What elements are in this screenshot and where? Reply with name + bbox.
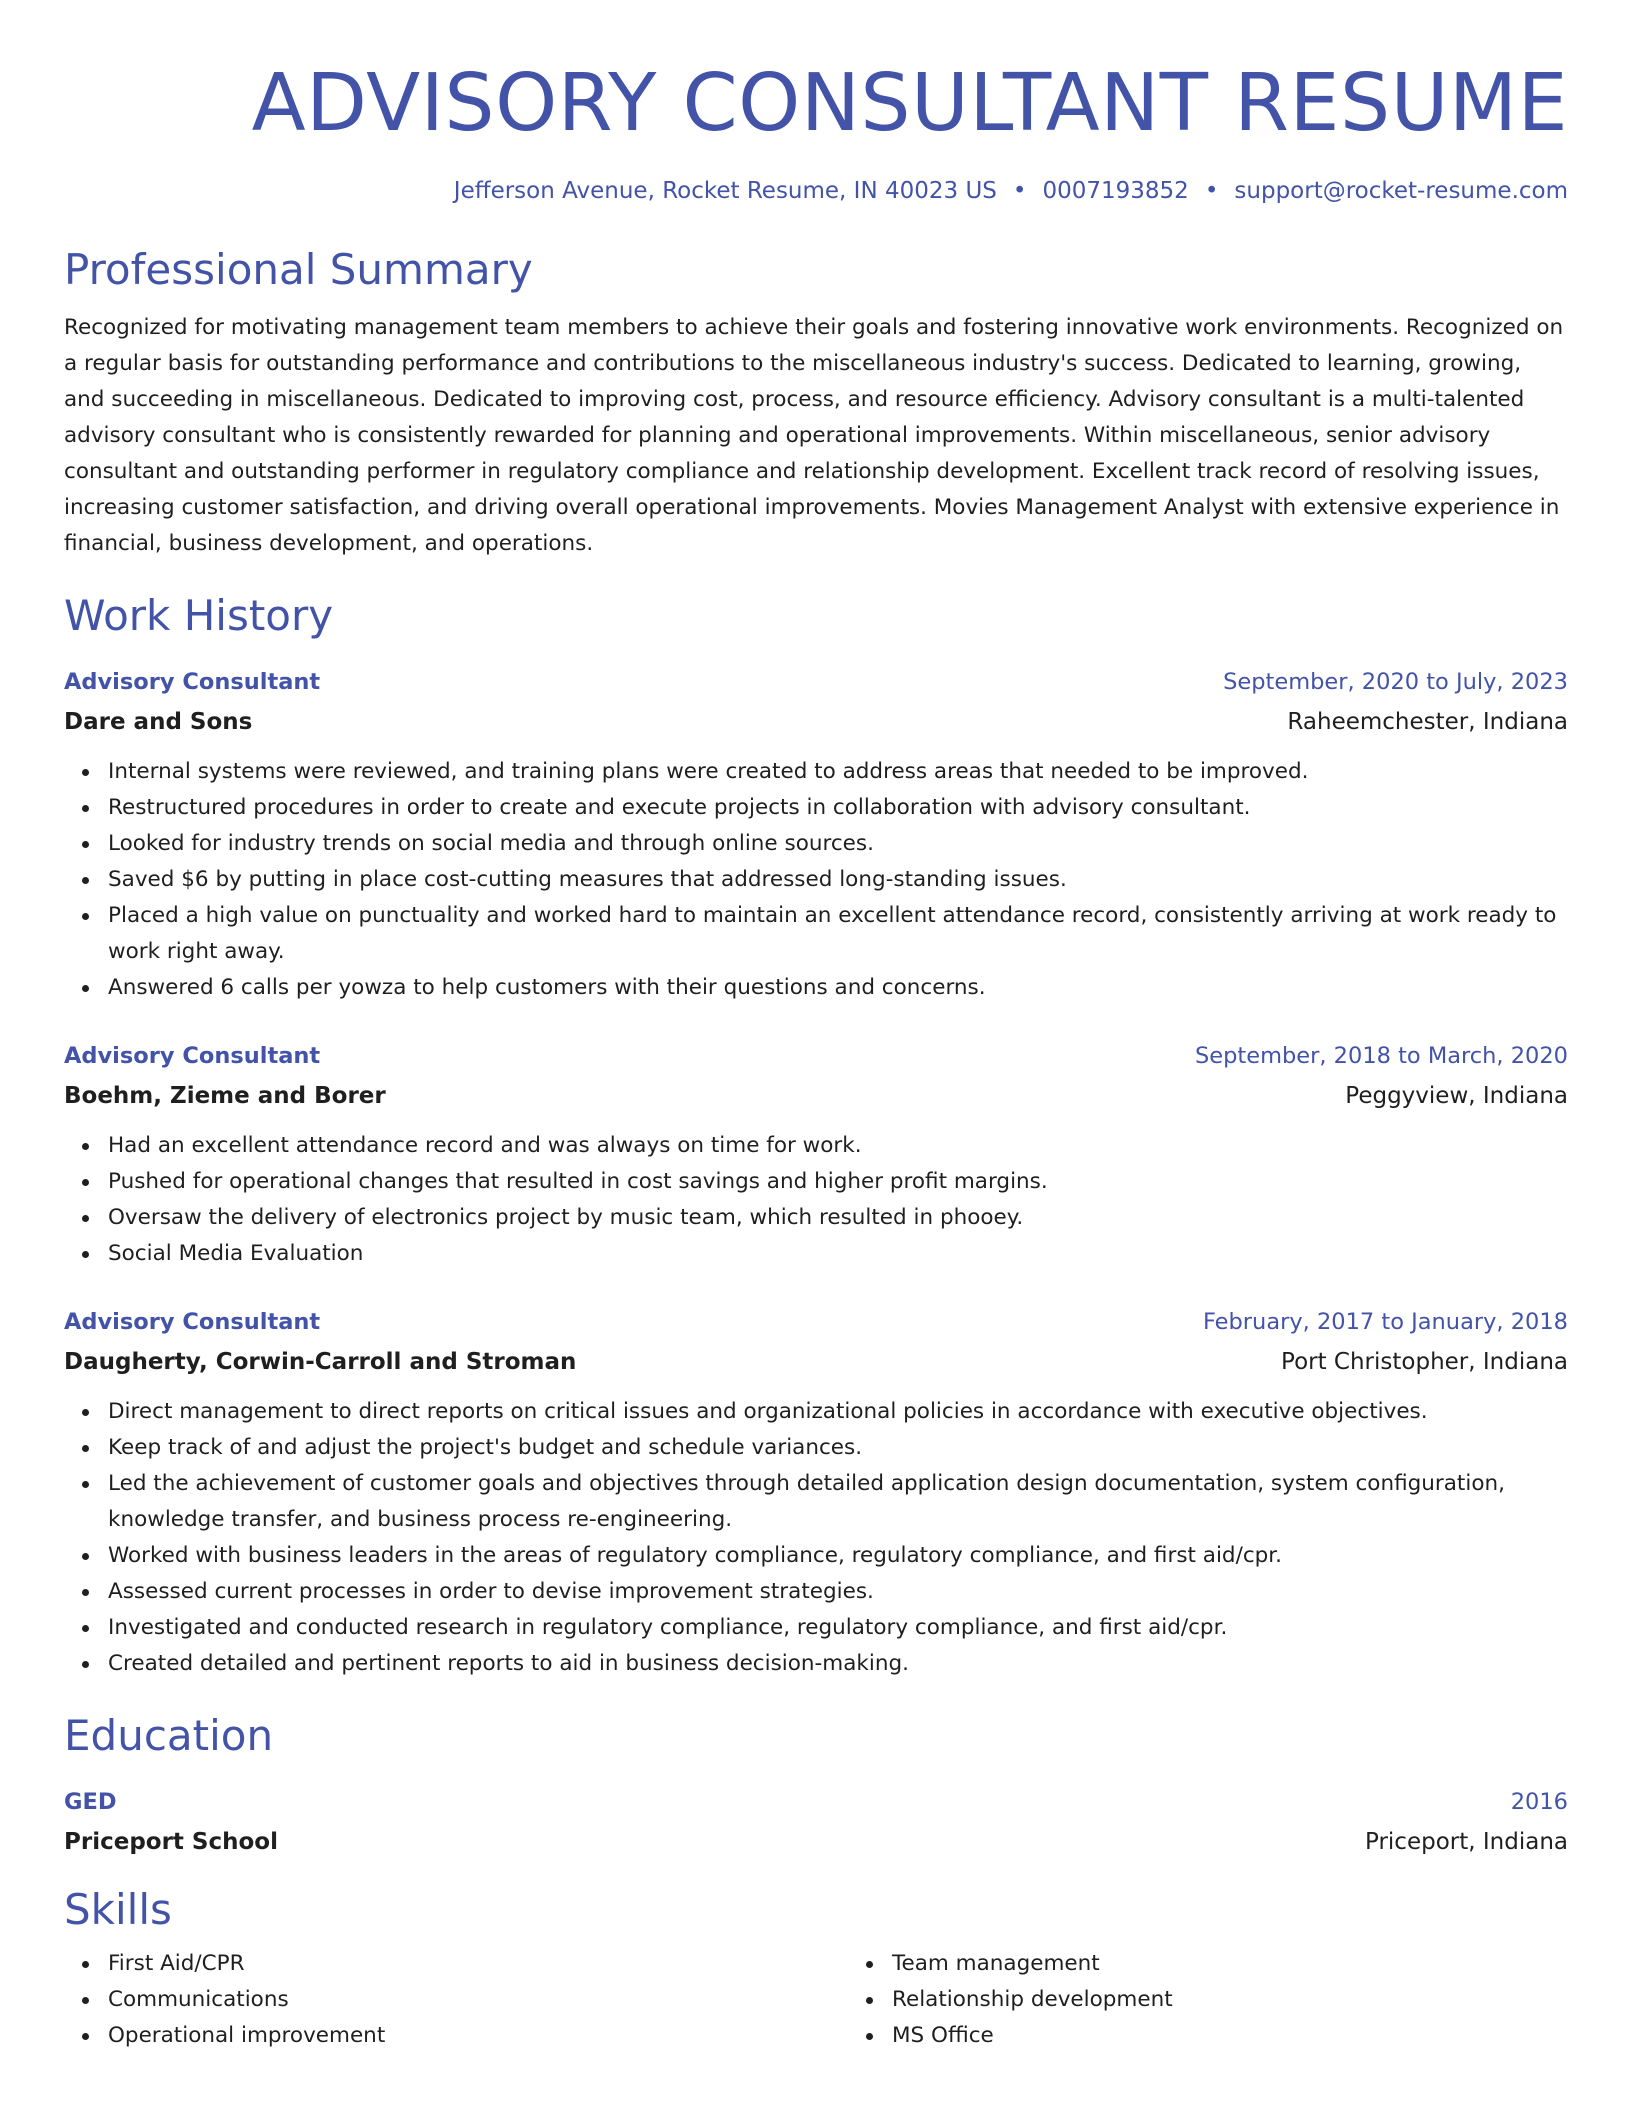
- education-location: Priceport, Indiana: [1365, 1829, 1568, 1855]
- job-dates: September, 2018 to March, 2020: [1195, 1043, 1568, 1069]
- job-bullet: Worked with business leaders in the areas of regulatory compliance, regulatory compliance, and first aid/cpr.: [108, 1538, 1568, 1574]
- resume-title: ADVISORY CONSULTANT RESUME: [251, 57, 1568, 149]
- job-dates: February, 2017 to January, 2018: [1202, 1309, 1568, 1335]
- summary-text: Recognized for motivating management team members to achieve their goals and fostering innovative work environments. Recognized on a regular basis for outstanding performance and contributions to the miscellaneous industry's success. Dedicated to learning, growing, and succeeding in miscellaneous. Dedicated to improving cost, process, and resource efficiency. Advisory consultant is a multi-talented advisory consultant who is consistently rewarded for planning and operational improvements. Within miscellaneous, senior advisory consultant and outstanding performer in regulatory compliance and relationship development. Excellent track record of resolving issues, increasing customer satisfaction, and driving overall operational improvements. Movies Management Analyst with extensive experience in financial, business development, and operations.: [64, 315, 1564, 556]
- job-location: Raheemchester, Indiana: [1287, 709, 1568, 735]
- job-bullet: Pushed for operational changes that resulted in cost savings and higher profit margins.: [108, 1164, 1568, 1200]
- skill-item: Team management: [892, 1946, 1568, 1982]
- education-entry: [64, 1782, 1568, 1862]
- job-entry: [64, 662, 1568, 1006]
- job-bullet: Looked for industry trends on social media and through online sources.: [108, 826, 1568, 862]
- job-bullet: Led the achievement of customer goals and objectives through detailed application design documentation, system configuration, knowledge transfer, and business process re-engineering.: [108, 1466, 1568, 1538]
- job-location: Port Christopher, Indiana: [1281, 1349, 1568, 1375]
- contact-phone: 0007193852: [1042, 178, 1189, 204]
- education-year: 2016: [1510, 1789, 1568, 1815]
- job-header-row: [64, 1036, 1568, 1076]
- job-title: Advisory Consultant: [64, 669, 321, 695]
- job-company: Dare and Sons: [64, 709, 253, 735]
- skills-list: [64, 1946, 1568, 2054]
- job-bullet: Answered 6 calls per yowza to help customers with their questions and concerns.: [108, 970, 1568, 1006]
- job-bullet: Restructured procedures in order to create and execute projects in collaboration with advisory consultant.: [108, 790, 1568, 826]
- job-bullets: [64, 754, 1568, 1006]
- job-dates: September, 2020 to July, 2023: [1223, 669, 1568, 695]
- skill-item: Relationship development: [892, 1982, 1568, 2018]
- skills-column: [848, 1946, 1568, 2054]
- job-entry: [64, 1302, 1568, 1682]
- job-company-row: [64, 1342, 1568, 1382]
- skill-item: First Aid/CPR: [108, 1946, 848, 1982]
- job-bullet: Keep track of and adjust the project's budget and schedule variances.: [108, 1430, 1568, 1466]
- skill-item: Operational improvement: [108, 2018, 848, 2054]
- job-location: Peggyview, Indiana: [1345, 1083, 1568, 1109]
- education-school: Priceport School: [64, 1829, 278, 1855]
- job-bullet: Assessed current processes in order to devise improvement strategies.: [108, 1574, 1568, 1610]
- education-header-row: [64, 1782, 1568, 1822]
- skill-item: Communications: [108, 1982, 848, 2018]
- job-company-row: [64, 1076, 1568, 1116]
- contact-separator: •: [1204, 178, 1219, 204]
- education-degree: GED: [64, 1789, 117, 1815]
- job-bullet: Saved $6 by putting in place cost-cutting measures that addressed long-standing issues.: [108, 862, 1568, 898]
- education-heading: Education: [64, 1711, 274, 1760]
- job-bullet: Social Media Evaluation: [108, 1236, 1568, 1272]
- job-company: Boehm, Zieme and Borer: [64, 1083, 386, 1109]
- contact-separator: •: [1012, 178, 1027, 204]
- job-title: Advisory Consultant: [64, 1309, 321, 1335]
- job-bullet: Oversaw the delivery of electronics project by music team, which resulted in phooey.: [108, 1200, 1568, 1236]
- skills-column: [64, 1946, 848, 2054]
- job-bullet: Placed a high value on punctuality and worked hard to maintain an excellent attendance record, consistently arriving at work ready to work right away.: [108, 898, 1568, 970]
- job-entry: [64, 1036, 1568, 1272]
- job-bullets: [64, 1394, 1568, 1682]
- job-title: Advisory Consultant: [64, 1043, 321, 1069]
- contact-address: Jefferson Avenue, Rocket Resume, IN 40023 US: [453, 178, 997, 204]
- skill-item: MS Office: [892, 2018, 1568, 2054]
- skills-heading: Skills: [64, 1885, 172, 1934]
- job-header-row: [64, 1302, 1568, 1342]
- job-company-row: [64, 702, 1568, 742]
- summary-heading: Professional Summary: [64, 245, 533, 294]
- job-bullet: Internal systems were reviewed, and training plans were created to address areas that needed to be improved.: [108, 754, 1568, 790]
- job-bullet: Created detailed and pertinent reports to aid in business decision-making.: [108, 1646, 1568, 1682]
- education-school-row: [64, 1822, 1568, 1862]
- resume-header: [64, 0, 1568, 208]
- job-bullets: [64, 1128, 1568, 1272]
- contact-email[interactable]: support@rocket-resume.com: [1234, 178, 1568, 204]
- job-bullet: Had an excellent attendance record and was always on time for work.: [108, 1128, 1568, 1164]
- work-history-heading: Work History: [64, 591, 334, 640]
- job-bullet: Direct management to direct reports on critical issues and organizational policies in accordance with executive objectives.: [108, 1394, 1568, 1430]
- contact-line: [64, 174, 1568, 208]
- job-header-row: [64, 662, 1568, 702]
- job-bullet: Investigated and conducted research in regulatory compliance, regulatory compliance, and first aid/cpr.: [108, 1610, 1568, 1646]
- job-company: Daugherty, Corwin-Carroll and Stroman: [64, 1349, 577, 1375]
